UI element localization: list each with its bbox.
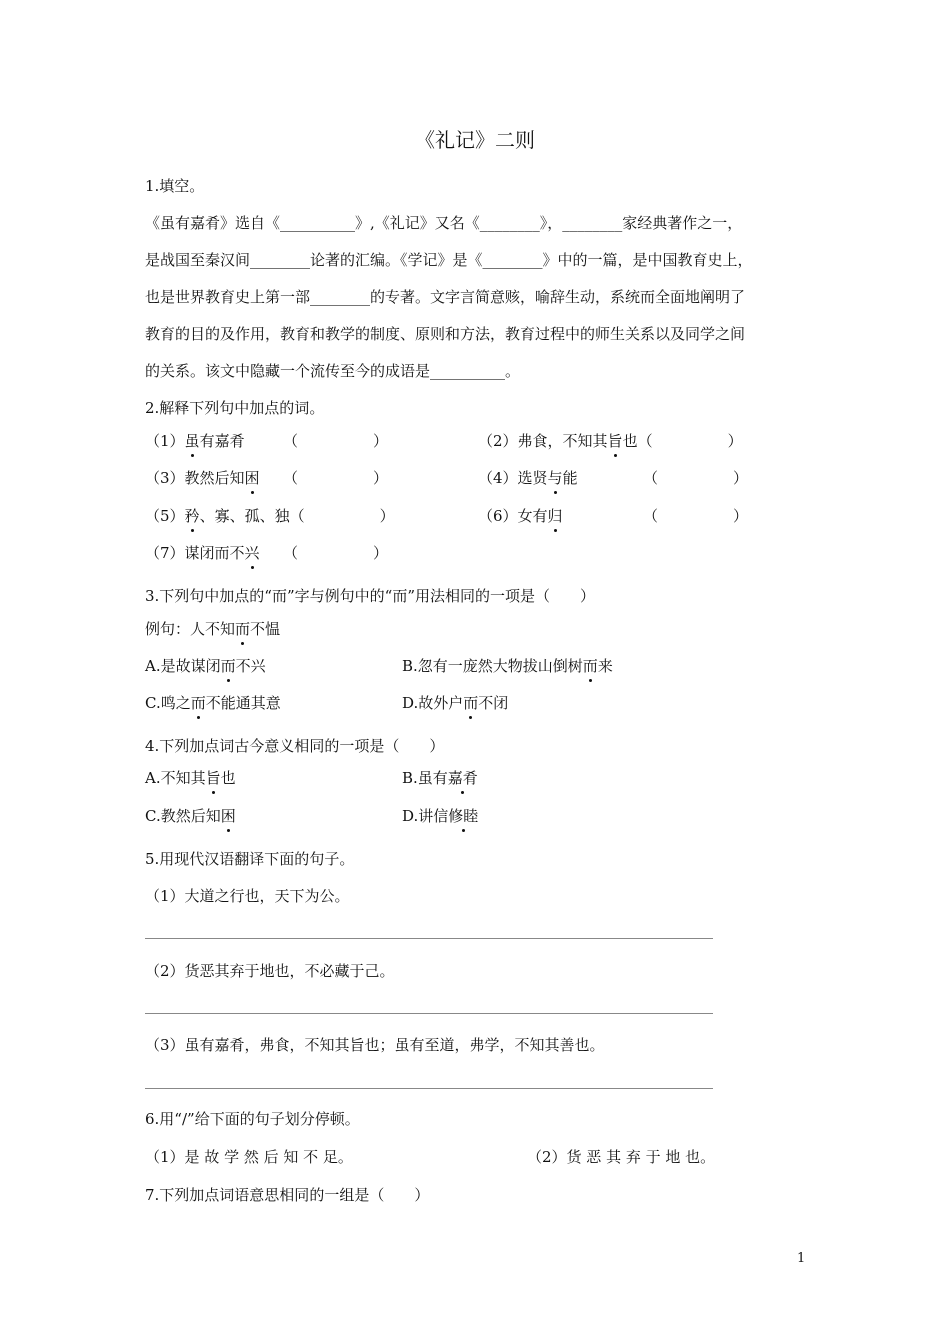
q1-line-4: 教育的目的及作用，教育和教学的制度、原则和方法，教育过程中的师生关系以及同学之间 <box>145 325 746 343</box>
q5-heading: 5.用现代汉语翻译下面的句子。 <box>145 850 355 868</box>
q2-item-4-blank: （ ） <box>643 469 749 487</box>
q5-sentence-2: （2）货恶其弃于地也，不必藏于己。 <box>145 962 395 980</box>
q2-item-2: （2）弗食，不知其旨也（ ） <box>478 432 743 450</box>
page-title: 《礼记》二则 <box>415 128 535 152</box>
q2-item-3: （3）教然后知困 <box>145 469 260 487</box>
dotted-char: 兴 <box>244 544 260 562</box>
dotted-char: 而 <box>582 657 598 675</box>
dotted-char: 嘉肴 <box>447 769 478 787</box>
q6-sentence-1: （1）是 故 学 然 后 知 不 足。 <box>145 1148 353 1166</box>
q2-item-1: （1）虽有嘉肴 <box>145 432 245 450</box>
q4-option-a: A.不知其旨也 <box>145 769 236 787</box>
dotted-char: 归 <box>547 507 563 525</box>
dotted-char: 修睦 <box>448 807 479 825</box>
dotted-char: 旨 <box>205 769 221 787</box>
q3-example: 例句：人不知而不愠 <box>145 620 281 638</box>
dotted-char: 而 <box>235 620 251 638</box>
dotted-char: 而 <box>463 694 479 712</box>
page-number: 1 <box>797 1251 806 1266</box>
dotted-char: 旨 <box>607 432 623 450</box>
q2-item-6: （6）女有归 <box>478 507 563 525</box>
q2-item-4: （4）选贤与能 <box>478 469 578 487</box>
q5-sentence-3: （3）虽有嘉肴，弗食，不知其旨也；虽有至道，弗学，不知其善也。 <box>145 1036 605 1054</box>
q4-option-d: D.讲信修睦 <box>402 807 479 825</box>
q4-heading: 4.下列加点词古今意义相同的一项是（ ） <box>145 737 445 755</box>
dotted-char: 而 <box>220 657 236 675</box>
q2-item-7-blank: （ ） <box>283 544 389 562</box>
q6-sentence-2: （2）货 恶 其 弃 于 地 也。 <box>527 1148 716 1166</box>
q1-line-1: 《虽有嘉肴》选自《__________》,《礼记》又名《________》，________家经典著作之一， <box>145 214 743 232</box>
q3-option-b: B.忽有一庞然大物拔山倒树而来 <box>402 657 613 675</box>
q3-heading: 3.下列句中加点的“而”字与例句中的“而”用法相同的一项是（ ） <box>145 587 595 605</box>
dotted-char: 虽 <box>184 432 200 450</box>
q3-option-c: C.鸣之而不能通其意 <box>145 694 281 712</box>
answer-line <box>145 1088 713 1089</box>
dotted-char: 与 <box>547 469 563 487</box>
q6-heading: 6.用“/”给下面的句子划分停顿。 <box>145 1110 360 1128</box>
q2-heading: 2.解释下列句中加点的词。 <box>145 399 325 417</box>
q2-item-1-blank: （ ） <box>283 432 389 450</box>
q1-line-2: 是战国至秦汉间________论著的汇编。《学记》是《________》中的一篇，是中国教育史上， <box>145 251 753 269</box>
q1-heading: 1.填空。 <box>145 177 205 195</box>
q1-line-5: 的关系。该文中隐藏一个流传至今的成语是__________。 <box>145 362 521 380</box>
dotted-char: 而 <box>190 694 206 712</box>
q3-option-a: A.是故谋闭而不兴 <box>145 657 266 675</box>
answer-line <box>145 1013 713 1014</box>
q5-sentence-1: （1）大道之行也，天下为公。 <box>145 887 350 905</box>
q2-item-7: （7）谋闭而不兴 <box>145 544 260 562</box>
q4-option-b: B.虽有嘉肴 <box>402 769 478 787</box>
q2-item-3-blank: （ ） <box>283 469 389 487</box>
q3-option-d: D.故外户而不闭 <box>402 694 509 712</box>
q2-item-6-blank: （ ） <box>643 507 749 525</box>
dotted-char: 矜 <box>184 507 200 525</box>
dotted-char: 困 <box>220 807 236 825</box>
q4-option-c: C.教然后知困 <box>145 807 236 825</box>
dotted-char: 困 <box>244 469 260 487</box>
q7-heading: 7.下列加点词语意思相同的一组是（ ） <box>145 1186 430 1204</box>
q1-line-3: 也是世界教育史上第一部________的专著。文字言简意赅，喻辞生动，系统而全面地阐明了 <box>145 288 746 306</box>
answer-line <box>145 938 713 939</box>
q2-item-5: （5）矜、寡、孤、独（ ） <box>145 507 395 525</box>
